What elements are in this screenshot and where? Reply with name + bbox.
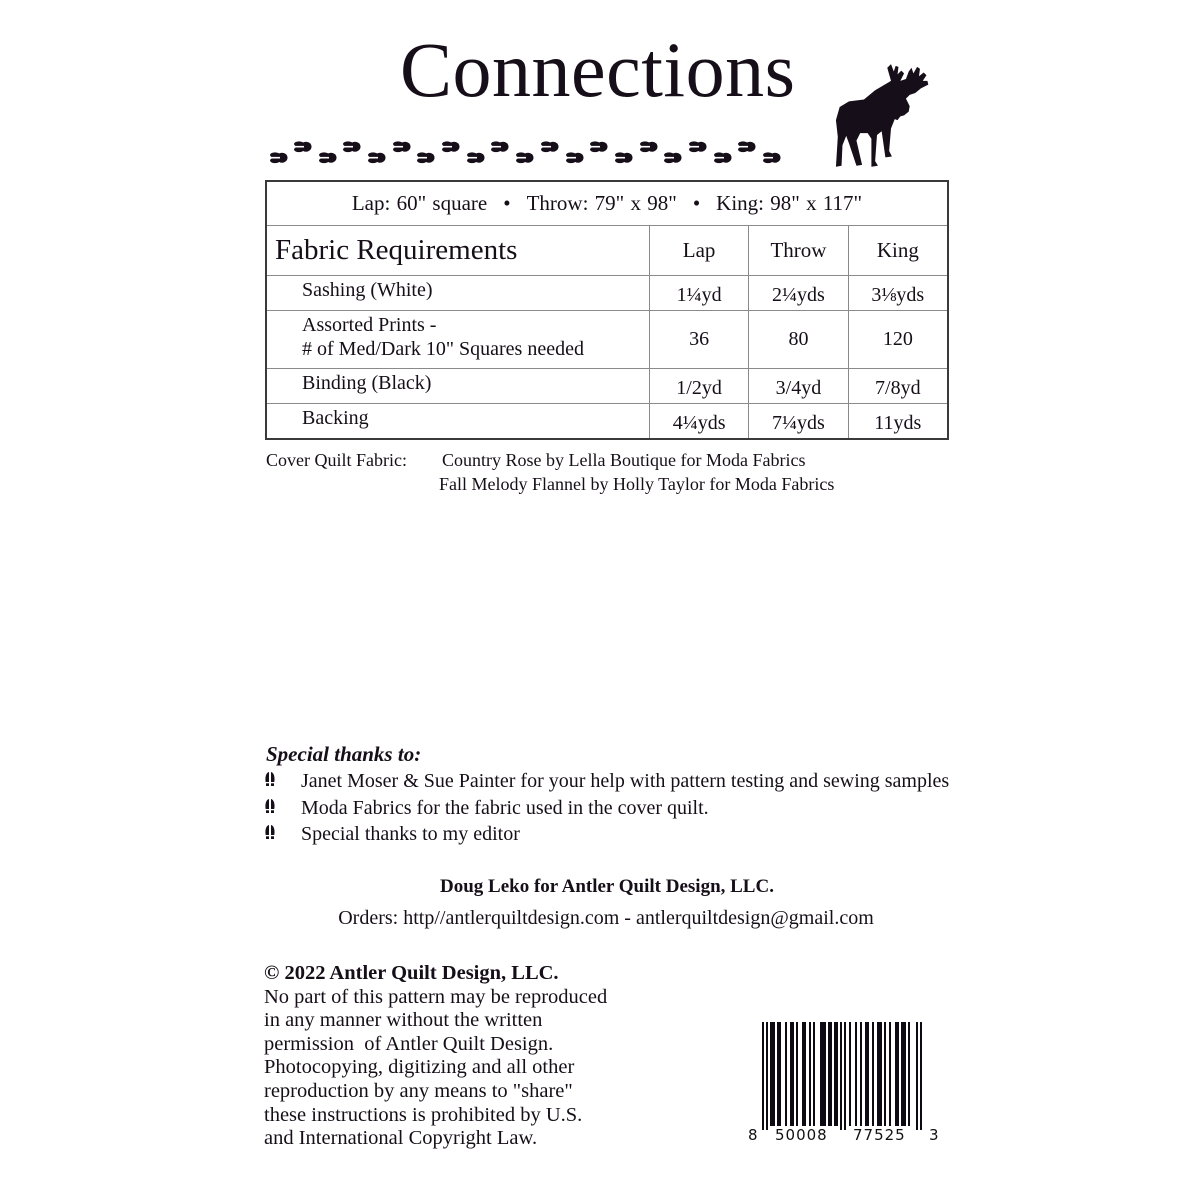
row-label: Sashing (White): [267, 275, 649, 310]
copyright-line: No part of this pattern may be reproduced: [264, 985, 608, 1008]
hoof-prints-icon: [268, 138, 788, 168]
copyright-line: these instructions is prohibited by U.S.: [264, 1103, 583, 1126]
upc-barcode: [746, 1020, 942, 1150]
table-row: [267, 275, 947, 310]
cell-lap: 4¼yds: [649, 403, 748, 438]
bullet-separator: •: [692, 191, 701, 215]
page-title: Connections: [400, 26, 796, 113]
fabric-requirements-table: [265, 180, 949, 440]
list-item: [264, 795, 949, 822]
row-label: Binding (Black): [267, 368, 649, 403]
barcode-digit-group: 50008: [775, 1126, 828, 1144]
orders-contact: Orders: http//antlerquiltdesign.com - antlerquiltdesign@gmail.com: [338, 907, 874, 929]
size-king: King: 98" x 117": [716, 191, 863, 215]
list-item: [264, 768, 949, 795]
table-row: [267, 310, 947, 368]
cell-throw: 3/4yd: [749, 368, 848, 403]
cover-fabric-line: Fall Melody Flannel by Holly Taylor for Moda Fabrics: [439, 474, 835, 494]
size-lap: Lap: 60" square: [351, 191, 488, 215]
cell-throw: 80: [749, 310, 848, 368]
quilt-sizes: [267, 182, 947, 226]
row-label-line2: # of Med/Dark 10" Squares needed: [302, 337, 584, 360]
size-throw: Throw: 79" x 98": [526, 191, 677, 215]
cell-lap: 1/2yd: [649, 368, 748, 403]
column-header-lap: Lap: [649, 226, 748, 275]
barcode-digit-prefix: 8: [748, 1126, 758, 1144]
column-header-throw: Throw: [749, 226, 848, 275]
designer-credit: Doug Leko for Antler Quilt Design, LLC.: [440, 876, 774, 897]
cell-king: 3⅛yds: [848, 275, 947, 310]
cell-lap: 1¼yd: [649, 275, 748, 310]
thanks-heading: Special thanks to:: [266, 742, 422, 766]
thanks-list: [264, 768, 949, 848]
table-header-row: [267, 226, 947, 275]
barcode-digits: [746, 1126, 942, 1148]
table-row: [267, 403, 947, 438]
hoof-bullet-icon: [264, 768, 301, 795]
cell-throw: 2¼yds: [749, 275, 848, 310]
row-label: [267, 310, 649, 368]
hoof-bullet-icon: [264, 795, 301, 822]
cover-quilt-fabric: [266, 448, 834, 496]
thanks-item-text: Janet Moser & Sue Painter for your help with pattern testing and sewing samples: [301, 770, 950, 792]
bullet-separator: •: [503, 191, 511, 215]
copyright-line: Photocopying, digitizing and all other: [264, 1056, 575, 1079]
hoof-bullet-icon: [264, 821, 301, 848]
cell-throw: 7¼yds: [749, 403, 848, 438]
copyright-heading: © 2022 Antler Quilt Design, LLC.: [264, 962, 559, 984]
barcode-bars-icon: [746, 1020, 942, 1130]
copyright-line: and International Copyright Law.: [264, 1127, 538, 1150]
column-header-king: King: [848, 226, 947, 275]
copyright-notice: [264, 962, 664, 1151]
cell-king: 7/8yd: [848, 368, 947, 403]
row-label-line1: Assorted Prints -: [302, 313, 437, 336]
moose-icon: [835, 58, 947, 170]
copyright-line: permission of Antler Quilt Design.: [264, 1032, 554, 1055]
barcode-digit-check: 3: [929, 1126, 939, 1144]
cover-fabric-label: Cover Quilt Fabric:: [266, 450, 407, 470]
cell-king: 11yds: [848, 403, 947, 438]
barcode-digit-group: 77525: [853, 1126, 906, 1144]
table-heading: Fabric Requirements: [267, 226, 649, 275]
thanks-item-text: Special thanks to my editor: [301, 823, 520, 845]
cell-lap: 36: [649, 310, 748, 368]
cell-king: 120: [848, 310, 947, 368]
cover-fabric-line: Country Rose by Lella Boutique for Moda Fabrics: [442, 450, 806, 470]
list-item: [264, 821, 949, 848]
copyright-line: in any manner without the written: [264, 1009, 543, 1032]
copyright-line: reproduction by any means to "share": [264, 1079, 573, 1102]
requirements-grid: [267, 226, 947, 438]
thanks-item-text: Moda Fabrics for the fabric used in the cover quilt.: [301, 796, 709, 819]
row-label: Backing: [267, 403, 649, 438]
table-row: [267, 368, 947, 403]
